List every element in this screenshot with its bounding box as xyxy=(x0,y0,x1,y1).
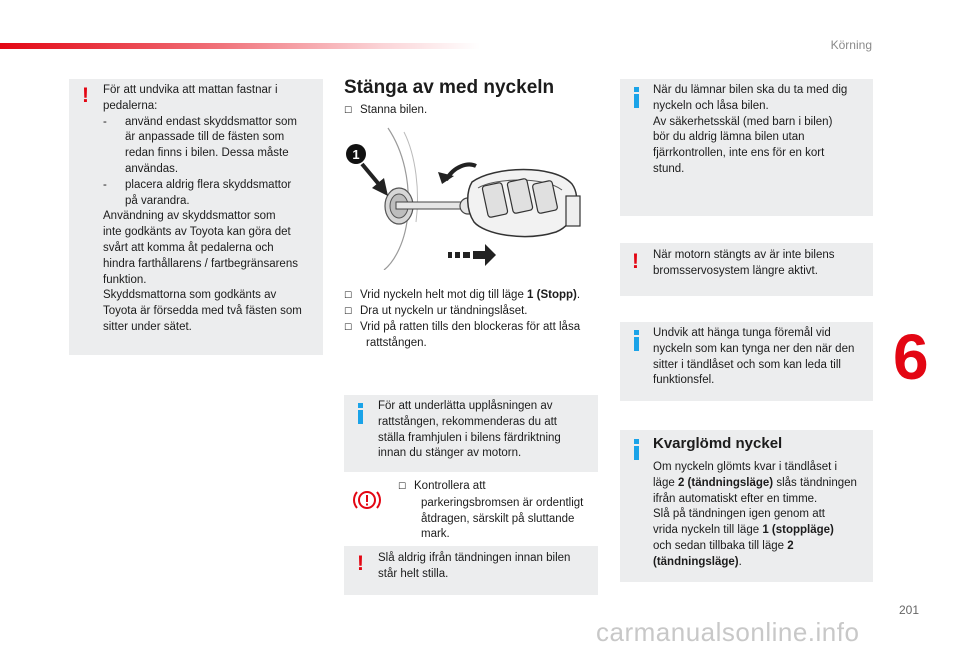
header-accent-bar xyxy=(0,43,480,49)
info-icon xyxy=(358,403,363,424)
page-number: 201 xyxy=(899,603,920,617)
forgotten-key-box xyxy=(620,430,873,582)
section-title: Körning xyxy=(830,38,872,52)
checkbox-icon: ☐ xyxy=(344,323,353,333)
exclamation-icon: ! xyxy=(357,552,364,575)
info-icon xyxy=(634,330,639,351)
steering-unlock-info-text: För att underlätta upplåsningen av rattstången, rekommenderas du att ställa framhjulen i bilens färdriktning innan du stänger av motorn. xyxy=(378,400,561,460)
leave-car-info-text: När du lämnar bilen ska du ta med dig nyckeln och låsa bilen. Av säkerhetsskäl (med barn i bilen) bör du aldrig lämna bilen utan fjärrkontrollen, inte ens för en kort stund. xyxy=(653,84,848,175)
info-icon xyxy=(634,87,639,108)
exclamation-icon: ! xyxy=(82,84,89,107)
floor-mat-warning-box xyxy=(69,79,323,355)
step-remove-key: ☐ Dra ut nyckeln ur tändningslåset. xyxy=(344,304,527,321)
info-icon xyxy=(634,439,639,460)
forgotten-key-text: Om nyckeln glömts kvar i tändlåset i läge 2 (tändningsläge) slås tändningen ifrån automatiskt efter en timme. Slå på tändningen igen genom att vrida nyckeln till läge 1 (stoppläge) och sedan tillbaka till läge 2 (tändningsläge). xyxy=(653,461,857,568)
chapter-number: 6 xyxy=(893,321,929,393)
watermark: carmanualsonline.info xyxy=(596,617,860,647)
checkbox-icon: ☐ xyxy=(344,307,353,317)
brake-servo-warning-text: När motorn stängts av är inte bilens bromsservosystem längre aktivt. xyxy=(653,249,835,277)
heavy-objects-info-text: Undvik att hänga tunga föremål vid nyckeln som kan tynga ner den när den sitter i tändlåset och som kan leda till funktionsfel. xyxy=(653,327,855,387)
floor-mat-warning-text: För att undvika att mattan fastnar i pedalerna: - använd endast skyddsmattor som är anpassade till de fästen som redan finns i bilen. Dessa måste användas. - placera aldrig flera skyddsmattor på varandra. Användning av skyddsmattor som inte godkänts av Toyota kan göra det svårt att komma åt pedalerna och hindra farthållarens / fartbegränsarens funktion. Skyddsmattorna som godkänts av Toyota är försedda med två fästen som sitter under sätet. xyxy=(103,84,302,333)
ignition-warning-box xyxy=(344,546,598,595)
leave-car-info-box xyxy=(620,79,873,216)
parking-brake-warning-icon xyxy=(352,488,382,512)
heavy-objects-info-box xyxy=(620,322,873,401)
step-lock-steering: ☐ Vrid på ratten tills den blockeras för att låsa xyxy=(344,320,580,337)
key-ignition-diagram xyxy=(344,122,594,270)
brake-servo-warning-box xyxy=(620,243,873,296)
step-lock-steering-cont: rattstången. xyxy=(366,337,427,349)
step-stop-car: ☐ Stanna bilen. xyxy=(344,103,427,120)
checkbox-icon: ☐ xyxy=(344,291,353,301)
exclamation-icon: ! xyxy=(632,250,639,273)
callout-1-label: 1 xyxy=(352,147,360,162)
steering-unlock-info-box xyxy=(344,395,598,472)
checkbox-icon: ☐ xyxy=(398,482,407,492)
page-title: Stänga av med nyckeln xyxy=(344,77,555,98)
forgotten-key-title: Kvarglömd nyckel xyxy=(653,435,783,452)
checkbox-icon: ☐ xyxy=(344,106,353,116)
forgotten-key-content xyxy=(653,435,871,571)
parking-brake-check: ☐ Kontrollera att parkeringsbromsen är ordentligt åtdragen, särskilt på sluttande mark. xyxy=(398,480,584,541)
ignition-warning-text: Slå aldrig ifrån tändningen innan bilen står helt stilla. xyxy=(378,552,571,580)
step-turn-key: ☐ Vrid nyckeln helt mot dig till läge 1 (Stopp). xyxy=(344,288,580,305)
